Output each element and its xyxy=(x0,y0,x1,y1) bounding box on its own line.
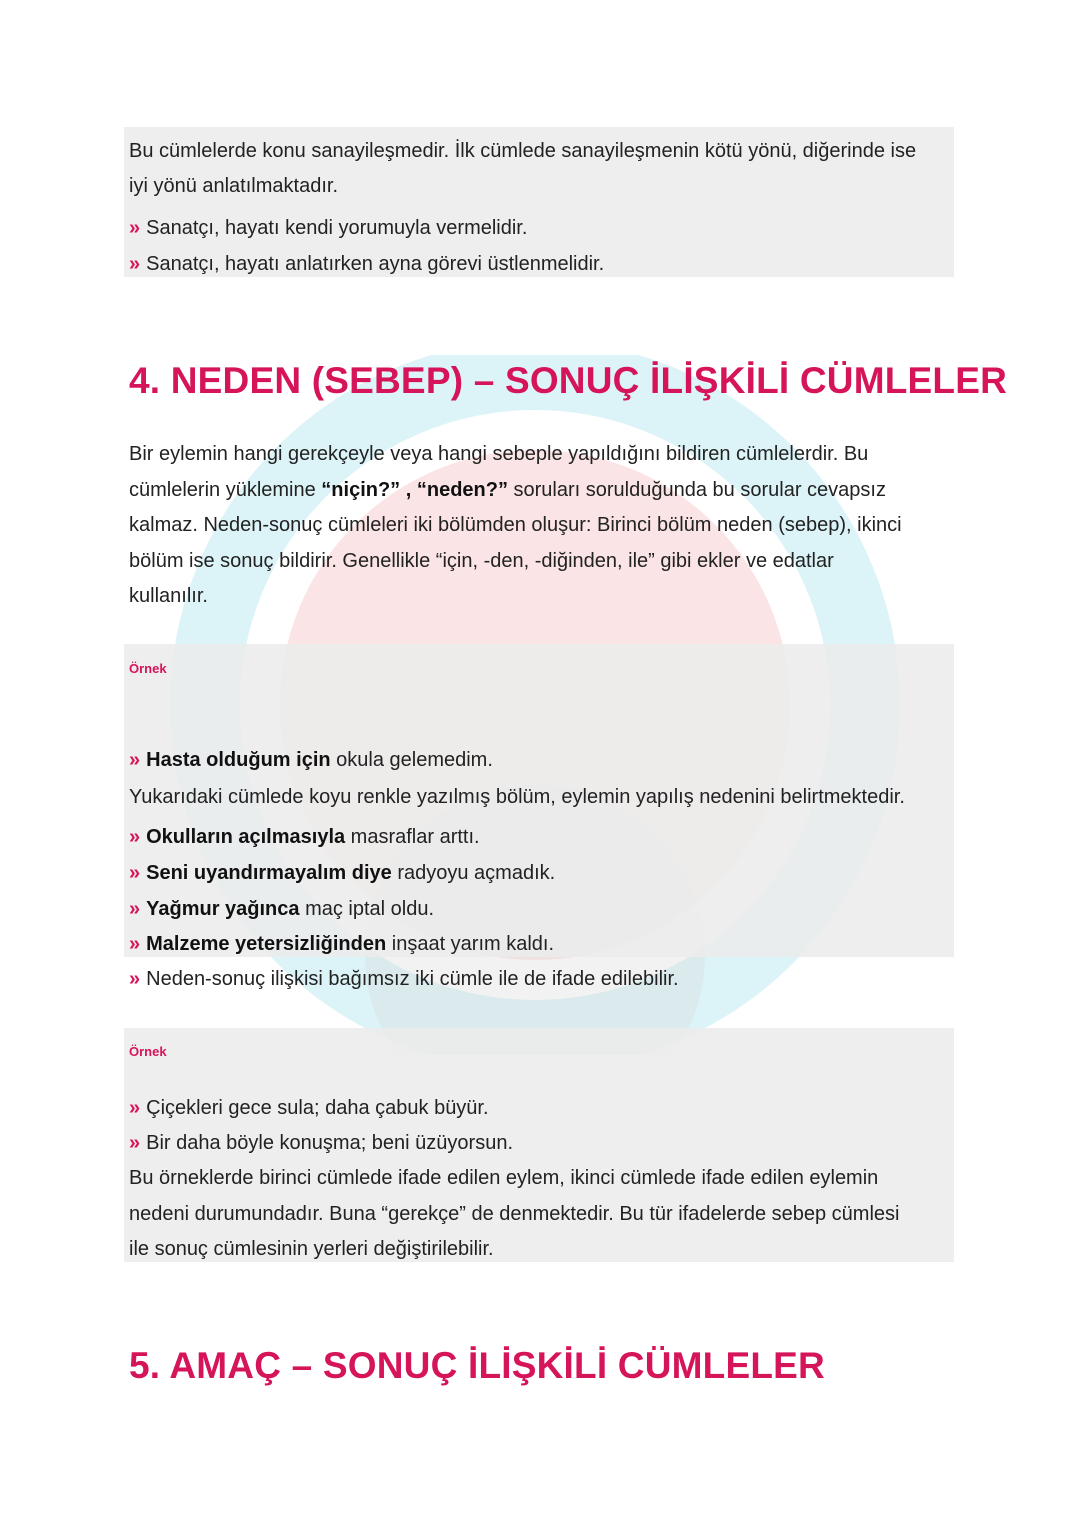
para-line-2: cümlelerin yüklemine “niçin?” , “neden?” soruları sorulduğunda bu sorular cevapsız xyxy=(129,479,886,501)
intro-item-1: » Sanatçı, hayatı kendi yorumuyla vermelidir. xyxy=(129,217,528,239)
example-1-item-1: » Okulların açılmasıyla masraflar arttı. xyxy=(129,826,480,848)
bullet-marker: » xyxy=(129,1097,141,1119)
bullet-marker: » xyxy=(129,826,141,848)
bullet-marker: » xyxy=(129,933,141,955)
example-2-line-3: ile sonuç cümlesinin yerleri değiştirilebilir. xyxy=(129,1238,494,1260)
example-1-note: Yukarıdaki cümlede koyu renkle yazılmış bölüm, eylemin yapılış nedenini belirtmektedir. xyxy=(129,786,905,808)
example-2-line-1: Bu örneklerde birinci cümlede ifade edilen eylem, ikinci cümlede ifade edilen eylemin xyxy=(129,1167,879,1189)
para-line-4: bölüm ise sonuç bildirir. Genellikle “için, -den, -diğinden, ile” gibi ekler ve edatlar xyxy=(129,550,834,572)
intro-line-2: iyi yönü anlatılmaktadır. xyxy=(129,175,338,197)
bullet-marker: » xyxy=(129,898,141,920)
para-line-1: Bir eylemin hangi gerekçeyle veya hangi sebeple yapıldığını bildiren cümlelerdir. Bu xyxy=(129,443,869,465)
para-line-3: kalmaz. Neden-sonuç cümleleri iki bölümden oluşur: Birinci bölüm neden (sebep), ikinci xyxy=(129,514,902,536)
example-1-label: Örnek xyxy=(129,661,167,676)
bullet-marker: » xyxy=(129,1132,141,1154)
bullet-marker: » xyxy=(129,253,141,275)
intro-item-2: » Sanatçı, hayatı anlatırken ayna görevi üstlenmelidir. xyxy=(129,253,605,275)
example-2-item-1: » Çiçekleri gece sula; daha çabuk büyür. xyxy=(129,1097,489,1119)
intro-line-1: Bu cümlelerde konu sanayileşmedir. İlk cümlede sanayileşmenin kötü yönü, diğerinde ise xyxy=(129,140,917,162)
example-1-item-2: » Seni uyandırmayalım diye radyoyu açmadık. xyxy=(129,862,556,884)
example-1-first: » Hasta olduğum için okula gelemedim. xyxy=(129,749,493,771)
example-2-line-2: nedeni durumundadır. Buna “gerekçe” de denmektedir. Bu tür ifadelerde sebep cümlesi xyxy=(129,1203,900,1225)
example-1-item-4: » Malzeme yetersizliğinden inşaat yarım kaldı. xyxy=(129,933,555,955)
example-1-item-3: » Yağmur yağınca maç iptal oldu. xyxy=(129,898,435,920)
bullet-marker: » xyxy=(129,968,141,990)
section-4-heading: 4. NEDEN (SEBEP) – SONUÇ İLİŞKİLİ CÜMLELER xyxy=(129,360,1007,401)
section-5-heading: 5. AMAÇ – SONUÇ İLİŞKİLİ CÜMLELER xyxy=(129,1345,825,1386)
independent-note: » Neden-sonuç ilişkisi bağımsız iki cümle ile de ifade edilebilir. xyxy=(129,968,679,990)
bullet-marker: » xyxy=(129,749,141,771)
example-2-item-2: » Bir daha böyle konuşma; beni üzüyorsun. xyxy=(129,1132,514,1154)
para-line-5: kullanılır. xyxy=(129,585,208,607)
example-2-label: Örnek xyxy=(129,1044,167,1059)
bullet-marker: » xyxy=(129,862,141,884)
bullet-marker: » xyxy=(129,217,141,239)
